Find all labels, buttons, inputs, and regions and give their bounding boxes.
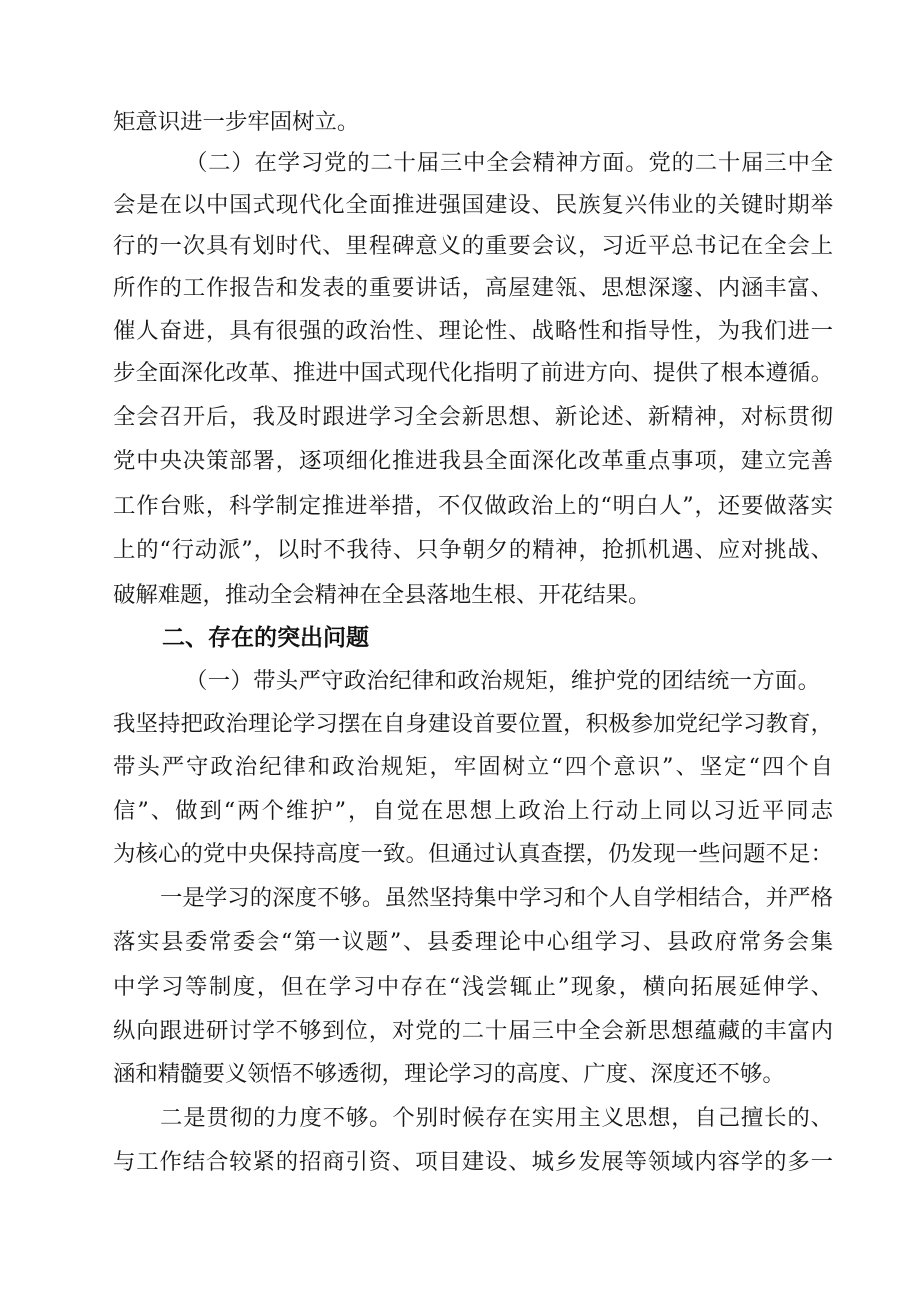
section-heading: 二、存在的突出问题 xyxy=(162,625,369,651)
text-line: 中学习等制度，但在学习中存在“浅尝辄止”现象，横向拓展延伸学、 xyxy=(113,974,833,1000)
text-line: 全会召开后，我及时跟进学习全会新思想、新论述、新精神，对标贯彻 xyxy=(113,404,833,430)
text-line: 信”、做到“两个维护”，自觉在思想上政治上行动上同以习近平同志 xyxy=(113,798,833,824)
text-line: 党中央决策部署，逐项细化推进我县全面深化改革重点事项，建立完善 xyxy=(113,448,833,474)
text-line: 催人奋进，具有很强的政治性、理论性、战略性和指导性，为我们进一 xyxy=(113,318,833,344)
text-line: 带头严守政治纪律和政治规矩，牢固树立“四个意识”、坚定“四个自 xyxy=(113,754,833,780)
text-line: 所作的工作报告和发表的重要讲话，高屋建瓴、思想深邃、内涵丰富、 xyxy=(113,275,833,301)
text-line: 矩意识进一步牢固树立。 xyxy=(113,109,360,135)
paragraph-heading-line: （一）带头严守政治纪律和政治规矩，维护党的团结统一方面。 xyxy=(185,668,820,694)
text-line: 行的一次具有划时代、里程碑意义的重要会议，习近平总书记在全会上 xyxy=(113,233,833,259)
text-line: 工作台账，科学制定推进举措，不仅做政治上的“明白人”，还要做落实 xyxy=(113,493,833,519)
text-line: 步全面深化改革、推进中国式现代化指明了前进方向、提供了根本遵循。 xyxy=(113,360,833,386)
text-line: 纵向跟进研讨学不够到位，对党的二十届三中全会新思想蕴藏的丰富内 xyxy=(113,1018,833,1044)
paragraph-heading-line: （二）在学习党的二十届三中全会精神方面。党的二十届三中全 xyxy=(185,150,833,176)
text-line: 涵和精髓要义领悟不够透彻，理论学习的高度、广度、深度还不够。 xyxy=(113,1061,785,1087)
text-line: 一是学习的深度不够。虽然坚持集中学习和个人自学相结合，并严格 xyxy=(160,885,833,911)
text-line: 上的“行动派”，以时不我待、只争朝夕的精神，抢抓机遇、应对挑战、 xyxy=(113,537,833,563)
text-line: 与工作结合较紧的招商引资、项目建设、城乡发展等领域内容学的多一 xyxy=(113,1149,833,1175)
text-line: 为核心的党中央保持高度一致。但通过认真查摆，仍发现一些问题不足： xyxy=(113,841,833,867)
text-line: 我坚持把政治理论学习摆在自身建设首要位置，积极参加党纪学习教育， xyxy=(113,711,833,737)
text-line: 会是在以中国式现代化全面推进强国建设、民族复兴伟业的关键时期举 xyxy=(113,192,833,218)
text-line: 二是贯彻的力度不够。个别时候存在实用主义思想，自己擅长的、 xyxy=(160,1105,833,1131)
text-line: 破解难题，推动全会精神在全县落地生根、开花结果。 xyxy=(113,582,651,608)
text-line: 落实县委常委会“第一议题”、县委理论中心组学习、县政府常务会集 xyxy=(113,929,833,955)
